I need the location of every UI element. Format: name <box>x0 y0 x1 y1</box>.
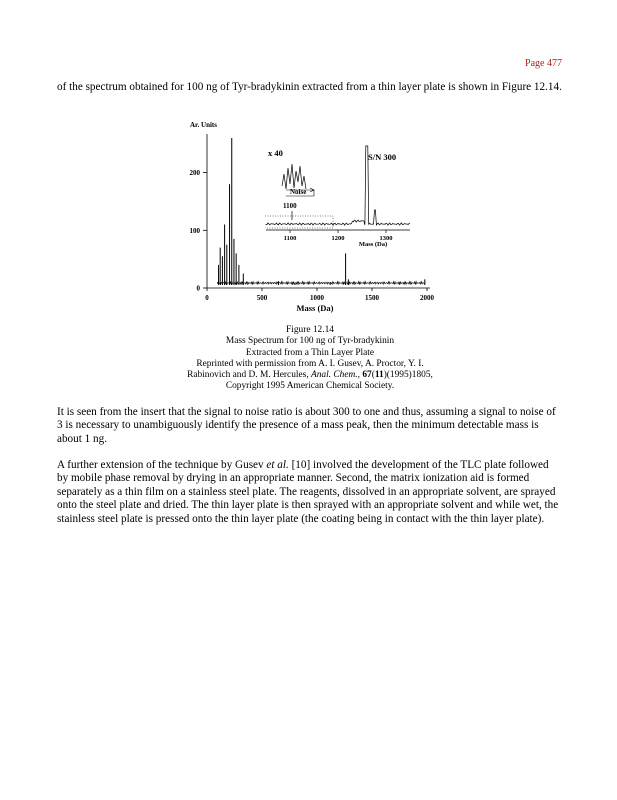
inset-noise-burst <box>282 164 306 189</box>
mass-spectrum-chart <box>178 116 438 316</box>
x-axis-label: Mass (Da) <box>296 303 334 313</box>
caption-line-2: Extracted from a Thin Layer Plate <box>245 347 375 358</box>
inset-x-tick-label: 1200 <box>331 235 345 242</box>
inset-x-axis-label: Mass (Da) <box>358 241 388 248</box>
paragraph-gusev-extension: A further extension of the technique by Gusev et al. [10] involved the development of the TLC plate followed by mobile phase removal by drying in an appropriate manner. Second, the matrix ionization aid is formed separately as a thin film on a stainless steel plate. The reagents, dissolved in an appropriate solvent, are sprayed onto the steel plate and dried. The thin layer plate is then sprayed with an appropriate solvent and while wet, the stainless steel plate is pressed onto the thin layer plate (the coating being in contact with the thin layer plate). <box>57 459 559 525</box>
inset-sn-label: S/N 300 <box>368 152 397 162</box>
paragraph-signal-noise: It is seen from the insert that the signal to noise ratio is about 300 to one and thus, assuming a signal to noise of 3 is necessary to unambiguously identify the presence of a mass peak, then the minimum detectable mass is about 1 ng. <box>57 406 556 445</box>
caption-line-1: Mass Spectrum for 100 ng of Tyr-bradykinin <box>225 336 395 347</box>
y-tick-label: 200 <box>189 169 200 178</box>
spectrum-baseline <box>217 281 425 284</box>
inset-chart <box>265 146 410 248</box>
inset-x-tick-label: 1300 <box>379 235 393 242</box>
y-axis-label: Ar. Units <box>190 121 217 129</box>
caption-line-4: Rabinovich and D. M. Hercules, Anal. Chem., 67(11)(1995)1805, <box>187 370 433 381</box>
caption-line-5: Copyright 1995 American Chemical Society. <box>225 381 395 392</box>
inset-dotted-box <box>265 216 333 228</box>
y-tick-label: 0 <box>196 284 200 293</box>
figure-caption <box>150 325 470 393</box>
figure-label: Figure 12.14 <box>286 325 334 335</box>
caption-line-3: Reprinted with permission from A. I. Gusev, A. Proctor, Y. I. <box>196 358 424 369</box>
y-tick-label: 100 <box>189 226 200 235</box>
paragraph-intro: of the spectrum obtained for 100 ng of Tyr-bradykinin extracted from a thin layer plate is shown in Figure 12.14. <box>57 81 562 93</box>
x-tick-label: 1000 <box>310 294 324 302</box>
page-number: Page 477 <box>525 58 562 69</box>
inset-noise-label: Noise <box>290 188 307 196</box>
x-tick-label: 0 <box>205 294 209 302</box>
inset-multiplier: x 40 <box>268 148 283 158</box>
x-tick-label: 1500 <box>365 294 379 302</box>
x-tick-label: 2000 <box>420 294 434 302</box>
x-tick-label: 500 <box>256 294 268 302</box>
mass-spectrum-figure <box>178 116 438 316</box>
inset-x-tick-label: 1100 <box>283 235 297 242</box>
inset-marker-label: 1100 <box>283 202 297 210</box>
